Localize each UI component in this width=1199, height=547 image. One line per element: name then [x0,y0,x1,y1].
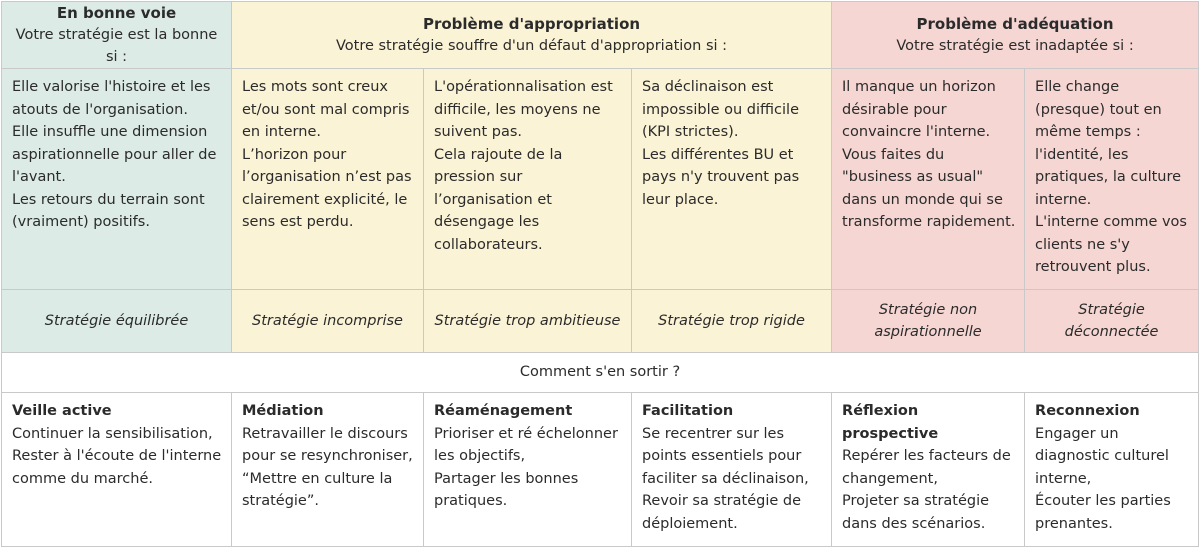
solution-line: Partager les bonnes pratiques. [434,470,579,509]
description-cell [2,69,232,290]
solution-cell [832,393,1025,547]
solution-title: Médiation [242,403,324,419]
question-text: Comment s'en sortir ? [2,353,1199,393]
description-row [2,69,1199,290]
solution-row [2,393,1199,547]
strategy-name: Stratégie incomprise [232,290,424,353]
solution-line: Engager un diagnostic culturel interne, [1035,425,1169,487]
solution-line: Rester à l'écoute de l'interne comme du marché. [12,448,222,487]
description-cell [832,69,1025,290]
solution-title: Reconnexion [1035,403,1140,419]
solution-cell [424,393,632,547]
header-adequation-title: Problème d'adéquation [916,15,1114,33]
description-cell [424,69,632,290]
description-line: Elle valorise l'histoire et les atouts de l'organisation. [12,79,211,118]
solution-cell [232,393,424,547]
solution-cell [1025,393,1199,547]
description-line: L'interne comme vos clients ne s'y retrouvent plus. [1035,214,1187,275]
description-cell [632,69,832,290]
description-cell [232,69,424,290]
description-line: Il manque un horizon désirable pour convaincre l'interne. [842,79,996,140]
solution-title: Veille active [12,403,112,419]
solution-cell [632,393,832,547]
solution-line: Projeter sa stratégie dans des scénarios. [842,493,990,532]
header-appropriation-title: Problème d'appropriation [422,15,641,33]
solution-line: Repérer les facteurs de changement, [842,448,1011,487]
strategy-name: Stratégie déconnectée [1025,290,1199,353]
description-line: Sa déclinaison est impossible ou difficile (KPI strictes). [642,79,800,140]
solution-title: Réflexion prospective [842,403,939,442]
strategy-name: Stratégie trop rigide [632,290,832,353]
header-appropriation [232,2,832,69]
strategy-name: Stratégie équilibrée [2,290,232,353]
strategy-name: Stratégie non aspirationnelle [832,290,1025,353]
header-good [2,2,232,69]
header-appropriation-subtitle: Votre stratégie souffre d'un défaut d'appropriation si : [335,38,728,54]
description-line: Cela rajoute de la pression sur l’organisation et désengage les collaborateurs. [434,146,563,253]
description-line: L’horizon pour l’organisation n’est pas clairement explicité, le sens est perdu. [242,146,412,230]
solution-title: Facilitation [642,403,734,419]
description-line: Vous faites du "business as usual" dans un monde qui se transforme rapidement. [842,146,1016,230]
strategy-name-row [2,290,1199,353]
description-line: Les mots sont creux et/ou sont mal compris en interne. [242,79,410,140]
solution-line: Retravailler le discours pour se resynchroniser, “Mettre en culture la stratégie”. [242,425,413,509]
question-row [2,353,1199,393]
solution-line: Écouter les parties prenantes. [1035,493,1171,532]
header-adequation-subtitle: Votre stratégie est inadaptée si : [896,38,1134,54]
solution-line: Continuer la sensibilisation, [12,425,213,442]
strategy-matrix [1,1,1199,547]
description-line: Elle insuffle une dimension aspirationnelle pour aller de l'avant. [12,124,217,185]
description-line: L'opérationnalisation est difficile, les moyens ne suivent pas. [434,79,613,140]
header-good-subtitle: Votre stratégie est la bonne si : [15,27,218,65]
solution-cell [2,393,232,547]
strategy-name: Stratégie trop ambitieuse [424,290,632,353]
header-good-title: En bonne voie [56,4,177,22]
solution-line: Prioriser et ré échelonner les objectifs, [434,425,618,464]
description-line: Elle change (presque) tout en même temps : l'identité, les pratiques, la culture interne. [1035,79,1182,208]
header-adequation [832,2,1199,69]
solution-line: Revoir sa stratégie de déploiement. [642,493,802,532]
solution-title: Réaménagement [434,403,573,419]
solution-line: Se recentrer sur les points essentiels pour faciliter sa déclinaison, [642,425,809,487]
description-line: Les retours du terrain sont (vraiment) positifs. [12,191,205,230]
description-cell [1025,69,1199,290]
description-line: Les différentes BU et pays n'y trouvent pas leur place. [642,146,800,208]
header-row [2,2,1199,69]
